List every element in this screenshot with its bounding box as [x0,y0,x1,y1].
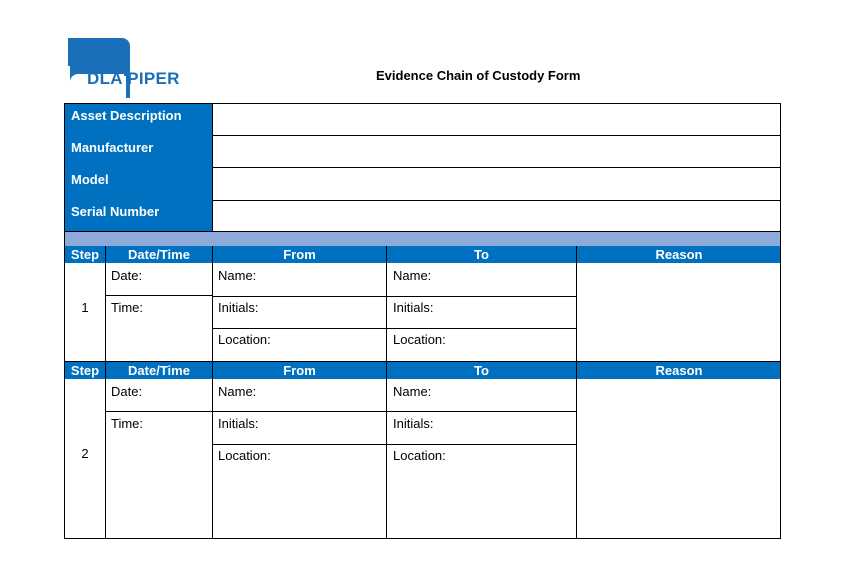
page-title: Evidence Chain of Custody Form [376,68,581,83]
col-divider [386,379,387,538]
from-location-label[interactable]: Location: [218,332,271,347]
col-reason-header: Reason [655,247,703,262]
step-number: 1 [81,300,89,315]
to-location-label[interactable]: Location: [393,448,446,463]
to-name-label[interactable]: Name: [393,384,432,399]
col-reason-header: Reason [655,363,703,378]
row-divider [106,411,212,412]
col-step-header: Step [70,363,100,378]
row-divider [213,444,576,445]
col-datetime-header: Date/Time [128,363,190,378]
serial-number-label: Serial Number [71,204,160,219]
col-divider [212,379,213,538]
time-label[interactable]: Time: [111,416,144,431]
col-divider [386,263,387,361]
reason-field[interactable] [577,263,781,361]
manufacturer-field[interactable] [213,136,781,167]
step-number: 2 [81,446,89,461]
model-label: Model [71,172,109,187]
col-from-header: From [283,363,316,378]
col-to-header: To [474,247,489,262]
asset-table [64,103,781,232]
to-initials-label[interactable]: Initials: [393,416,434,431]
to-name-label[interactable]: Name: [393,268,432,283]
logo-text: DLA PIPER [87,69,180,88]
col-divider [212,263,213,361]
section-separator [64,232,781,246]
step-2-header [64,361,781,379]
from-initials-label[interactable]: Initials: [218,300,259,315]
to-location-label[interactable]: Location: [393,332,446,347]
from-name-label[interactable]: Name: [218,384,257,399]
col-divider [105,379,106,538]
asset-description-label: Asset Description [71,108,182,123]
col-from-header: From [283,247,316,262]
logo [68,38,178,98]
date-label[interactable]: Date: [111,384,143,399]
step-2-body [64,379,781,539]
manufacturer-label: Manufacturer [71,140,154,155]
col-step-header: Step [70,247,100,262]
time-label[interactable]: Time: [111,300,144,315]
step-1-header [64,246,781,263]
col-datetime-header: Date/Time [128,247,190,262]
col-to-header: To [474,363,489,378]
logo-mark-icon [68,38,130,98]
from-initials-label[interactable]: Initials: [218,416,259,431]
from-location-label[interactable]: Location: [218,448,271,463]
row-divider [106,295,212,296]
reason-field[interactable] [577,379,781,538]
asset-description-field[interactable] [213,104,781,135]
row-divider [213,411,576,412]
row-divider [213,328,576,329]
col-divider [105,263,106,361]
from-name-label[interactable]: Name: [218,268,257,283]
to-initials-label[interactable]: Initials: [393,300,434,315]
row-divider [213,296,576,297]
step-1-body [64,263,781,361]
model-field[interactable] [213,168,781,200]
date-label[interactable]: Date: [111,268,143,283]
serial-number-field[interactable] [213,201,781,231]
